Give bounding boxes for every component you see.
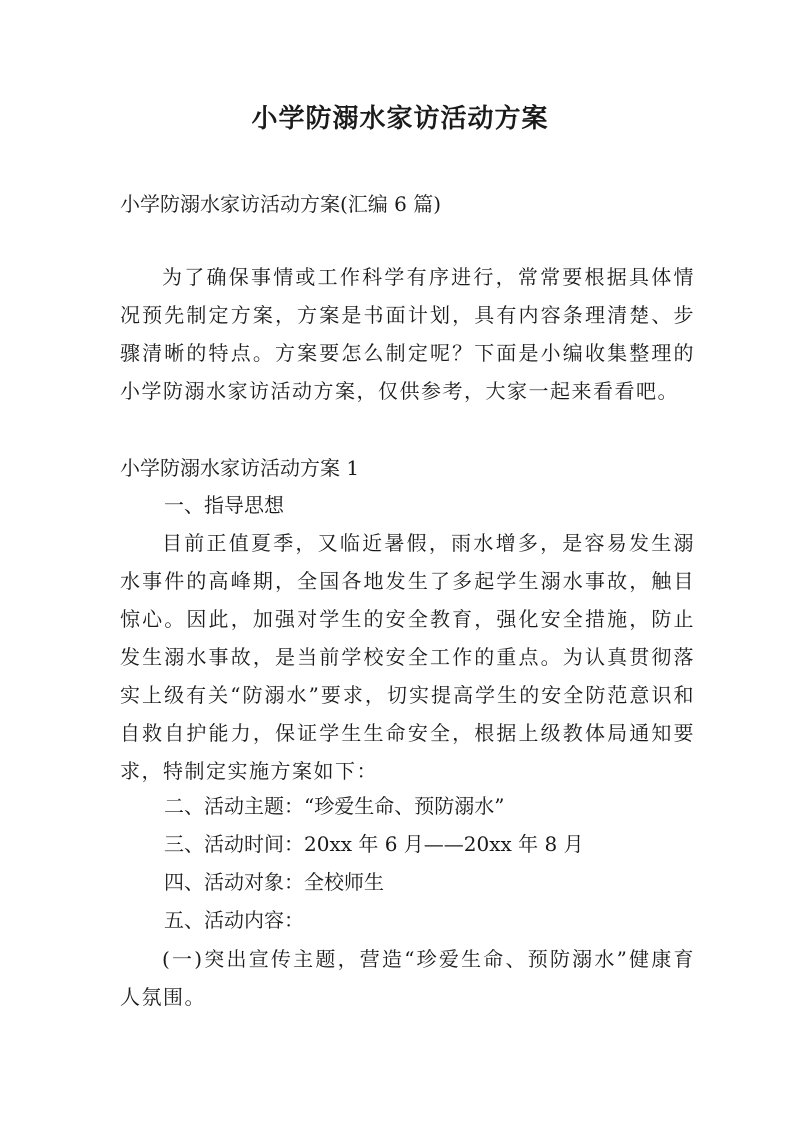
item-activity-target: 四、活动对象：全校师生 xyxy=(164,870,384,894)
item-activity-theme: 二、活动主题：“珍爱生命、预防溺水” xyxy=(164,794,505,818)
guiding-ideology-paragraph: 目前正值夏季，又临近暑假，雨水增多，是容易发生溺水事件的高峰期，全国各地发生了多起学生溺水事故，触目惊心。因此，加强对学生的安全教育，强化安全措施，防止发生溺水事故，是当前学校安全工作的重点。为认真贯彻落实上级有关“防溺水”要求，切实提高学生的安全防范意识和自救自护能力，保证学生生命安全，根据上级教体局通知要求，特制定实施方案如下： xyxy=(120,531,695,783)
document-subtitle: 小学防溺水家访活动方案(汇编 6 篇) xyxy=(120,192,442,216)
section-title: 小学防溺水家访活动方案 1 xyxy=(120,456,360,480)
item-activity-time: 三、活动时间：20xx 年 6 月——20xx 年 8 月 xyxy=(164,832,584,856)
sub-item-paragraph: (一)突出宣传主题，营造“珍爱生命、预防溺水”健康育人氛围。 xyxy=(120,947,695,1009)
item-activity-content: 五、活动内容： xyxy=(164,908,304,932)
heading-guiding-ideology: 一、指导思想 xyxy=(164,493,284,517)
intro-paragraph: 为了确保事情或工作科学有序进行，常常要根据具体情况预先制定方案，方案是书面计划，具有内容条理清楚、步骤清晰的特点。方案要怎么制定呢？下面是小编收集整理的小学防溺水家访活动方案，仅供参考，大家一起来看看吧。 xyxy=(120,265,695,403)
document-title: 小学防溺水家访活动方案 xyxy=(251,104,549,134)
